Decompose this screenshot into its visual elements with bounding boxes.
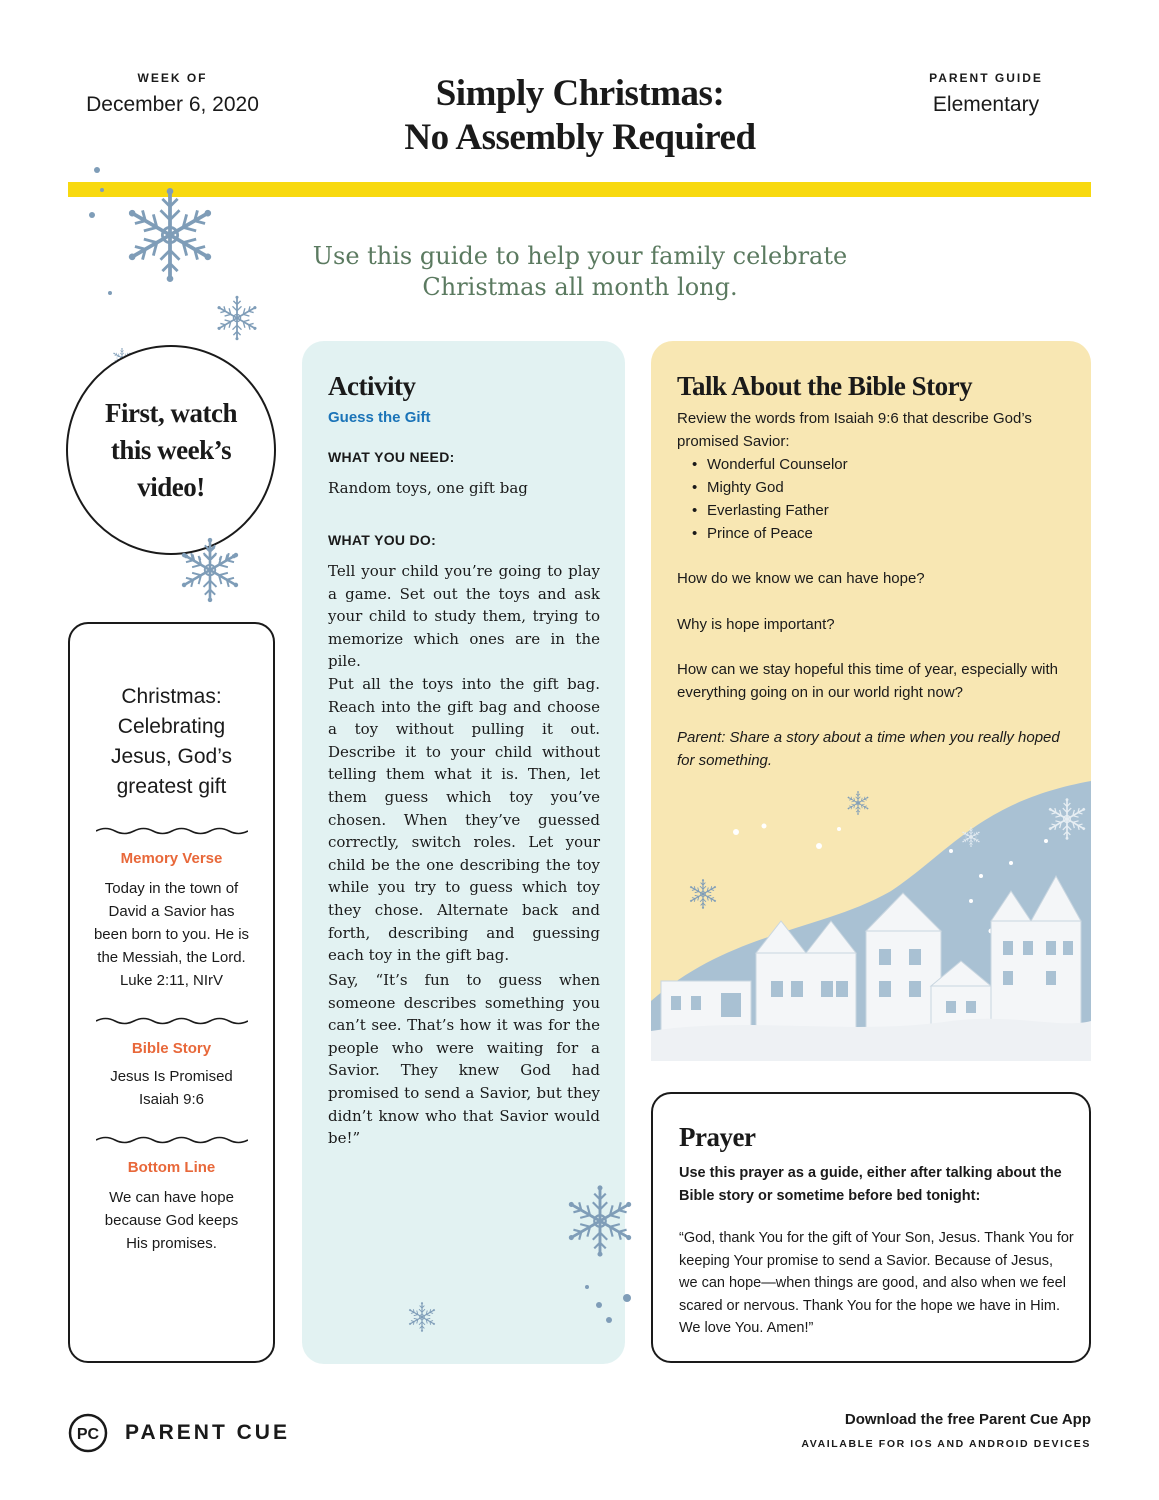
activity-paragraph-3: Say, “It’s fun to guess when someone describes something you can’t see. That’s how it was for the people who were waiting for a Savior. They knew God had promised to send a Savior, but they didn’t know who that Savior would be!” bbox=[328, 971, 600, 1148]
watch-line-2: this week’s bbox=[110, 434, 232, 465]
week-label: WEEK OF bbox=[137, 71, 208, 85]
intro-text bbox=[300, 241, 860, 303]
bible-story-reference: Isaiah 9:6 bbox=[138, 1091, 205, 1108]
snowflake-icon bbox=[689, 879, 717, 908]
activity-title: Activity bbox=[328, 371, 416, 401]
talk-intro: Review the words from Isaiah 9:6 that describe God’s promised Savior: bbox=[677, 410, 1032, 450]
app-availability-text: AVAILABLE FOR IOS AND ANDROID DEVICES bbox=[801, 1438, 1091, 1450]
intro-line-1: Use this guide to help your family celebrate bbox=[312, 242, 848, 270]
watch-line-1: First, watch bbox=[105, 397, 237, 428]
bottom-line-text: We can have hope because God keeps His promises. bbox=[104, 1189, 239, 1252]
wave-divider bbox=[96, 1135, 248, 1145]
savior-names-list bbox=[677, 453, 848, 545]
logo-letters: PC bbox=[76, 1426, 100, 1443]
question-3: How can we stay hopeful this time of year, especially with everything going on in our world right now? bbox=[677, 661, 1059, 701]
theme-line-2: Celebrating bbox=[117, 715, 226, 738]
watch-video-callout bbox=[66, 345, 276, 555]
talk-title: Talk About the Bible Story bbox=[677, 371, 973, 401]
what-you-need-label: WHAT YOU NEED: bbox=[328, 449, 455, 465]
activity-panel bbox=[302, 341, 625, 1364]
bible-story-heading: Bible Story bbox=[131, 1040, 212, 1057]
activity-paragraph-2: Put all the toys into the gift bag. Reach into the gift bag and choose a toy without pulling it out. Describe it to your child without telling them what it is. Then, let them guess which toy you’ve chosen. When they’ve guessed correctly, switch roles. Let your child be the one describing the toy while you try to guess which toy they chose. Alternate back and forth, describing and guessing each toy in the gift bag. bbox=[328, 675, 600, 965]
weekly-summary-sidebar bbox=[68, 622, 275, 1363]
brand-name: PARENT CUE bbox=[125, 1421, 290, 1444]
theme-line-3: Jesus, God’s bbox=[110, 745, 232, 768]
what-you-do-label: WHAT YOU DO: bbox=[328, 532, 437, 548]
what-you-need-text: Random toys, one gift bag bbox=[328, 479, 528, 497]
app-download-text: Download the free Parent Cue App bbox=[844, 1411, 1091, 1428]
list-item: • Wonderful Counselor bbox=[677, 453, 848, 476]
activity-paragraph-1: Tell your child you’re going to play a game. Set out the toys and ask your child to study them, trying to memorize which ones are in the pile. bbox=[328, 562, 600, 671]
memory-verse-text: Today in the town of David a Savior has been born to you. He is the Messiah, the Lord. Luke 2:11, NIrV bbox=[93, 880, 250, 989]
bible-story-text bbox=[92, 1065, 251, 1111]
prayer-subtitle: Use this prayer as a guide, either after talking about the Bible story or sometime before bed tonight: bbox=[679, 1165, 1062, 1204]
bottom-line-heading: Bottom Line bbox=[127, 1159, 216, 1176]
talk-about-bible-story-panel bbox=[651, 341, 1091, 1061]
theme-line-1: Christmas: bbox=[121, 685, 222, 708]
memory-verse-heading: Memory Verse bbox=[120, 850, 223, 867]
wave-divider bbox=[96, 1016, 248, 1026]
theme-line-4: greatest gift bbox=[116, 775, 227, 798]
title-line-1: Simply Christmas: bbox=[435, 73, 725, 114]
intro-line-2: Christmas all month long. bbox=[422, 273, 738, 301]
title-line-2: No Assembly Required bbox=[404, 117, 756, 158]
snowflake-icon bbox=[408, 1302, 436, 1331]
question-2: Why is hope important? bbox=[677, 616, 835, 633]
watch-line-3: video! bbox=[137, 471, 205, 502]
theme-text bbox=[86, 682, 257, 802]
winter-village-illustration bbox=[651, 781, 1091, 1061]
snowflake-icon bbox=[216, 296, 259, 340]
prayer-panel bbox=[651, 1092, 1091, 1363]
activity-subtitle: Guess the Gift bbox=[328, 409, 431, 426]
week-date: December 6, 2020 bbox=[86, 93, 259, 116]
page-title bbox=[330, 72, 830, 160]
list-item: • Prince of Peace bbox=[677, 522, 848, 545]
prayer-text: “God, thank You for the gift of Your Son, Jesus. Thank You for keeping Your promise to send a Savior. Because of Jesus, we can hope—when things are good, and also when we feel scared or nervous. Thank You for the hope we have in Him. We love You. Amen!” bbox=[679, 1230, 1074, 1336]
guide-level: Elementary bbox=[932, 93, 1040, 116]
bible-story-title: Jesus Is Promised bbox=[110, 1068, 233, 1085]
prayer-title: Prayer bbox=[679, 1122, 756, 1152]
snowflake-icon bbox=[566, 1186, 632, 1257]
guide-label: PARENT GUIDE bbox=[929, 71, 1043, 85]
snowflake-icon bbox=[847, 791, 870, 815]
list-item: • Mighty God bbox=[677, 476, 848, 499]
parent-note: Parent: Share a story about a time when you really hoped for something. bbox=[677, 729, 1060, 769]
list-item: • Everlasting Father bbox=[677, 499, 848, 522]
question-1: How do we know we can have hope? bbox=[677, 570, 925, 587]
snowflake-icon bbox=[125, 188, 215, 281]
parent-cue-logo-icon bbox=[68, 1413, 108, 1453]
snowflake-icon bbox=[172, 532, 248, 608]
snowflake-decoration-activity-lower bbox=[402, 1281, 642, 1361]
wave-divider bbox=[96, 826, 248, 836]
